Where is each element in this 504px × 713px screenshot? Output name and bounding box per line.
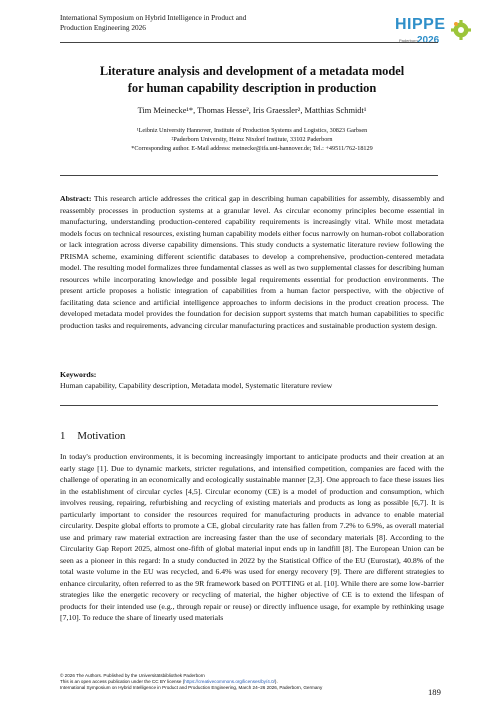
page-number: 189 xyxy=(428,687,441,697)
conference-footer-line: International Symposium on Hybrid Intelligence in Product and Production Engineering, March 24–26 2026, Paderborn, Germany xyxy=(60,685,323,690)
logo-year: 2026 xyxy=(417,35,440,46)
running-header xyxy=(60,13,360,33)
title-line-2: for human capability description in production xyxy=(127,81,377,95)
keywords-label: Keywords: xyxy=(60,370,97,379)
section-title: Motivation xyxy=(77,430,126,442)
title-line-1: Literature analysis and development of a metadata model xyxy=(99,64,405,78)
gear-icon xyxy=(451,20,471,40)
abstract-top-rule xyxy=(60,175,438,176)
header-rule xyxy=(60,42,438,43)
conference-name-line1: International Symposium on Hybrid Intelligence in Product and xyxy=(60,13,247,22)
section-number: 1 xyxy=(60,430,66,442)
affiliation-1: ¹Leibniz University Hannover, Institute of Production Systems and Logistics, 30823 Garbsen xyxy=(136,127,368,134)
abstract xyxy=(60,193,444,331)
affiliations xyxy=(60,126,444,153)
abstract-label: Abstract: xyxy=(60,194,92,203)
corresponding-author: *Corresponding author. E-Mail address: meinecke@ifa.uni-hannover.de; Tel.: +49511/762-18129 xyxy=(131,145,373,152)
conference-name-line2: Production Engineering 2026 xyxy=(60,23,146,32)
abstract-bottom-rule xyxy=(60,405,438,406)
abstract-text: This research article addresses the critical gap in describing human capabilities for assembly, disassembly and reassembly processes in production systems at a granular level. As circular economy principles become essential in manufacturing, understanding production-centered capability requirements is increasingly vital. While most metadata models focus on technical resources, existing human capability models either focus narrowly on human-robot collaboration or lack integration across diverse capability dimensions. This study conducts a systematic literature review following the PRISMA scheme, examining different scientific databases to develop a comprehensive, production-centered metadata model. The resulting model formalizes three fundamental classes as well as two supplemental classes for describing human resources while incorporating knowledge and possible legal requirements essential for production environments. The present article proposes a holistic integration of capabilities from a human factor perspective, with the objective of facilitating data science and artificial intelligence approaches to inform decisions in the product creation process. The developed metadata model provides the foundation for decision support systems that match human capabilities to specific production tasks and requirements, advancing circular manufacturing practices and sustainable production system design. xyxy=(60,194,444,330)
license-line: This is an open access publication under the CC BY license (https://creativecommons.org/licenses/by/4.0/). xyxy=(60,679,278,684)
affiliation-2: ²Paderborn University, Heinz Nixdorf Institute, 33102 Paderborn xyxy=(171,136,333,143)
author-list: Tim Meinecke¹*, Thomas Hesse², Iris Graessler², Matthias Schmidt¹ xyxy=(137,106,367,115)
paper-title xyxy=(48,63,456,97)
footer-notes xyxy=(60,673,322,691)
copyright-line: © 2026 The Authors. Published by the Universitätsbibliothek Paderborn xyxy=(60,673,205,678)
keywords-list: Human capability, Capability description, Metadata model, Systematic literature review xyxy=(60,381,333,390)
section-heading xyxy=(60,430,125,442)
license-link[interactable]: https://creativecommons.org/licenses/by/4.0/ xyxy=(184,679,275,684)
logo-subtext: Paderborn xyxy=(399,38,418,43)
body-paragraph: In today's production environments, it is becoming increasingly important to anticipate products and their creation at an early stage [1]. Due to dynamic markets, stricter regulations, and intensified competition, companies are faced with the challenge of operating in an economically and ecologically sustainable manner [2,3]. One approach to face these issues lies in the establishment of circular cycles [4,5]. Circular economy (CE) is a model of production and consumption, which involves reusing, repairing, refurbishing and recycling of existing materials and products as long as possible [6,7]. It is particularly important to consider the resources required for manufacturing products in advance to enable material circularity. Despite global efforts to promote a CE, global circularity rate has fallen from 7.2% to 6.9%, as overall material use and primary raw material extraction are increasing faster than the use of secondary materials [8]. According to the Circularity Gap Report 2025, almost one-fifth of global material input ends up in landfill [8]. The European Union can be seen as a pioneer in this regard: In a study conducted in 2022 by the Statistical Office of the EU (Eurostat), 40.8% of the total waste volume in the EU was recycled, and 6.4% was used for energy recovery [9]. There are different strategies to enhance circularity, often referred to as the 9R framework based on POTTING et al. [10]. While there are some low-barrier strategies like the energetic recovery or recycling of material, the higher objective of CE is to extend the lifespan of products for their intended use (e.g., through repair or reuse) or directly influence usage, for example by rethinking usage [7,10]. To reduce the share of linearly used materials xyxy=(60,452,444,622)
logo-text: HIPPE xyxy=(395,16,446,33)
